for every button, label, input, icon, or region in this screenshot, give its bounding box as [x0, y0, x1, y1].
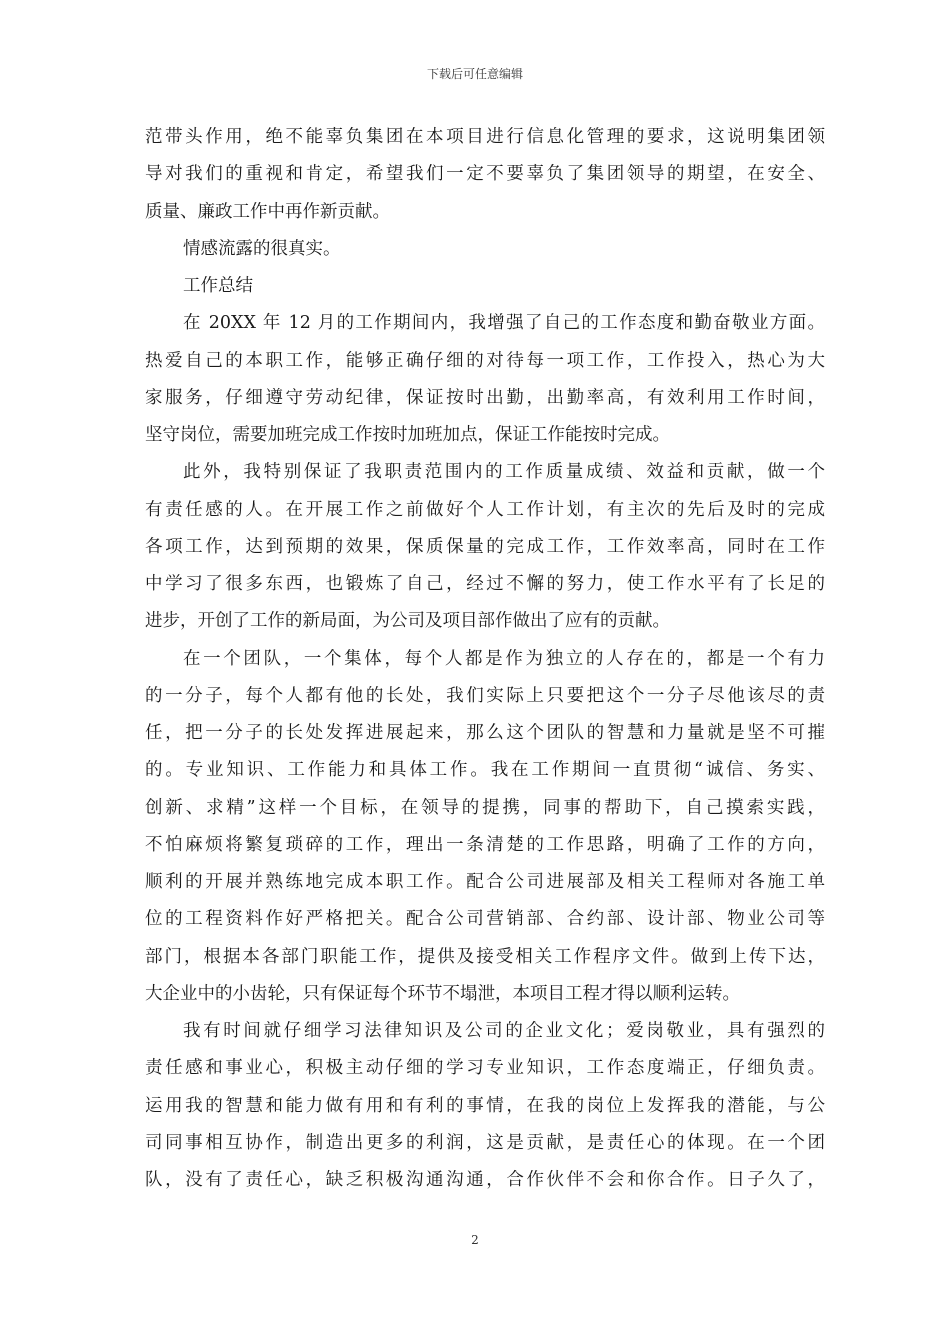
text-line: 司同事相互协作，制造出更多的利润，这是贡献，是责任心的体现。在一个团: [145, 1132, 825, 1153]
text-line: 在一个团队，一个集体，每个人都是作为独立的人存在的，都是一个有力: [183, 648, 825, 669]
text-line: 不怕麻烦将繁复琐碎的工作，理出一条清楚的工作思路，明确了工作的方向，: [145, 834, 825, 855]
text-line: 坚守岗位，需要加班完成工作按时加班加点，保证工作能按时完成。: [145, 425, 670, 445]
text-line: 情感流露的很真实。: [183, 238, 341, 259]
text-line: 有责任感的人。在开展工作之前做好个人工作计划，有主次的先后及时的完成: [145, 499, 825, 520]
text-line: 热爱自己的本职工作，能够正确仔细的对待每一项工作，工作投入，热心为大: [145, 350, 825, 371]
text-line: 各项工作，达到预期的效果，保质保量的完成工作，工作效率高，同时在工作: [145, 536, 825, 557]
text-line: 质量、廉政工作中再作新贡献。: [145, 201, 390, 222]
text-line: 的一分子，每个人都有他的长处，我们实际上只要把这个一分子尽他该尽的责: [145, 685, 825, 706]
text-line: 范带头作用，绝不能辜负集团在本项目进行信息化管理的要求，这说明集团领: [145, 127, 825, 147]
text-line: 家服务，仔细遵守劳动纪律，保证按时出勤，出勤率高，有效利用工作时间，: [145, 387, 825, 408]
text-line: 创新、求精”这样一个目标，在领导的提携，同事的帮助下，自己摸索实践，: [145, 797, 825, 818]
text-line: 的。专业知识、工作能力和具体工作。我在工作期间一直贯彻“诚信、务实、: [145, 760, 825, 781]
text-line: 中学习了很多东西，也锻炼了自己，经过不懈的努力，使工作水平有了长足的: [145, 574, 825, 594]
document-body: [145, 119, 825, 1199]
text-line: 任，把一分子的长处发挥进展起来，那么这个团队的智慧和力量就是坚不可摧: [145, 723, 825, 743]
page-number: 2: [471, 1233, 479, 1247]
text-line: 大企业中的小齿轮，只有保证每个环节不塌泄，本项目工程才得以顺利运转。: [145, 983, 740, 1004]
text-line: 此外，我特别保证了我职责范围内的工作质量成绩、效益和贡献，做一个: [183, 462, 825, 483]
text-line: 队，没有了责任心，缺乏积极沟通沟通，合作伙伴不会和你合作。日子久了，: [145, 1170, 825, 1190]
page-header: 下载后可任意编辑: [426, 67, 523, 81]
text-line: 顺利的开展并熟练地完成本职工作。配合公司进展部及相关工程师对各施工单: [145, 872, 825, 892]
text-line: 在 20XX 年 12 月的工作期间内，我增强了自己的工作态度和勤奋敬业方面。: [183, 313, 825, 334]
text-line: 导对我们的重视和肯定，希望我们一定不要辜负了集团领导的期望，在安全、: [145, 164, 825, 185]
text-line: 进步，开创了工作的新局面，为公司及项目部作做出了应有的贡献。: [145, 611, 670, 632]
text-line: 位的工程资料作好严格把关。配合公司营销部、合约部、设计部、物业公司等: [145, 909, 825, 930]
text-line: 责任感和事业心，积极主动仔细的学习专业知识，工作态度端正，仔细负责。: [145, 1058, 825, 1079]
text-line: 运用我的智慧和能力做有用和有利的事情，在我的岗位上发挥我的潜能，与公: [145, 1095, 825, 1116]
text-line: 部门，根据本各部门职能工作，提供及接受相关工作程序文件。做到上传下达，: [145, 946, 825, 967]
section-heading: 工作总结: [183, 276, 253, 296]
text-line: 我有时间就仔细学习法律知识及公司的企业文化；爱岗敬业，具有强烈的: [183, 1021, 825, 1041]
